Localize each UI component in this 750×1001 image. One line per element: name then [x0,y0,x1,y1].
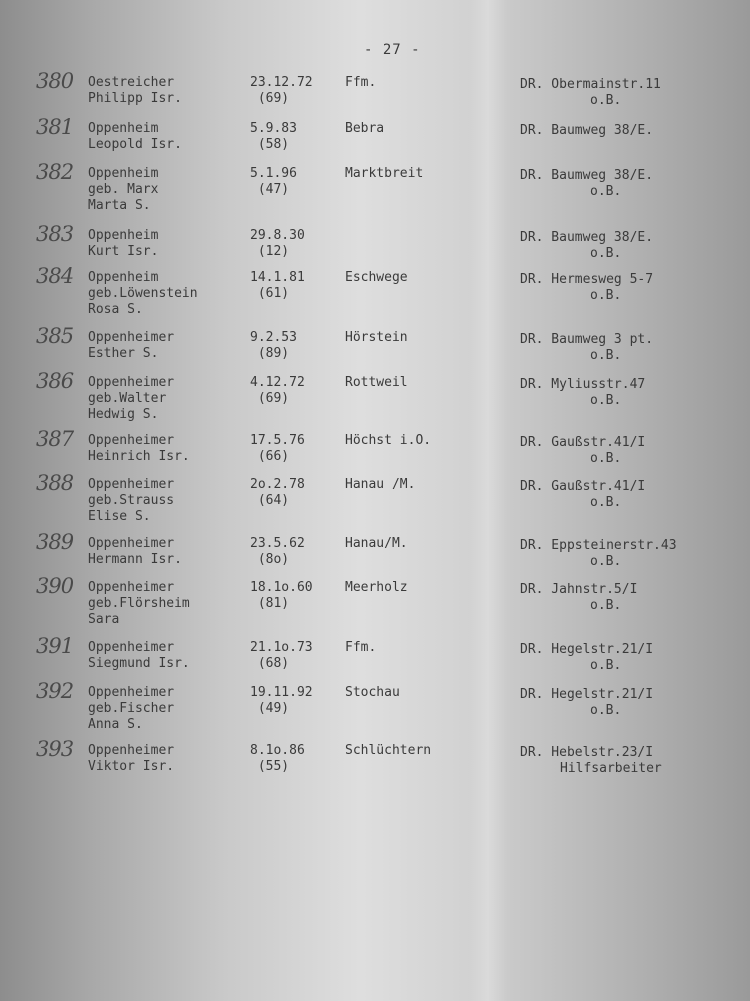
entry-address: DR. Baumweg 38/E. [520,168,654,183]
entry-address: DR. Gaußstr.41/I [520,479,646,494]
list-entry [0,679,750,745]
entry-birthplace: Bebra [345,121,385,136]
entry-address: DR. Obermainstr.11 [520,77,661,92]
entry-name: Oppenheimer geb.Flörsheim Sara [88,580,190,627]
entry-address-block [520,687,720,719]
entry-address: DR. Hermesweg 5-7 [520,272,654,287]
entry-number: 382 [36,160,74,184]
entry-number: 389 [36,530,74,554]
entry-note: o.B. [590,658,622,673]
entry-address-block [520,332,720,364]
entry-name: Oestreicher Philipp Isr. [88,75,182,106]
entry-address: DR. Jahnstr.5/I [520,582,638,597]
entry-address-block [520,77,720,109]
entry-name: Oppenheim Leopold Isr. [88,121,182,152]
entry-birthdate: 19.11.92 (49) [250,685,313,716]
entry-address-block [520,168,720,200]
entry-name: Oppenheim geb. Marx Marta S. [88,166,159,213]
entry-note: Hilfsarbeiter [560,761,662,776]
entry-birthdate: 18.1o.60 (81) [250,580,313,611]
entry-number: 392 [36,679,74,703]
entry-number: 385 [36,324,74,348]
entry-birthplace: Ffm. [345,640,377,655]
entry-birthdate: 14.1.81 (61) [250,270,305,301]
entry-note: o.B. [590,288,622,303]
entry-name: Oppenheimer geb.Strauss Elise S. [88,477,175,524]
entry-note: o.B. [590,184,622,199]
entry-note: o.B. [590,348,622,363]
entry-birthdate: 23.5.62 (8o) [250,536,305,567]
entry-address: DR. Hegelstr.21/I [520,642,654,657]
entry-number: 386 [36,369,74,393]
entry-note: o.B. [590,703,622,718]
entry-note: o.B. [590,598,622,613]
entry-number: 383 [36,222,74,246]
entry-name: Oppenheimer Esther S. [88,330,175,361]
entry-address: DR. Baumweg 38/E. [520,123,654,138]
entry-birthplace: Meerholz [345,580,408,595]
entry-name: Oppenheim geb.Löwenstein Rosa S. [88,270,198,317]
entry-address-block [520,435,720,467]
entry-address-block [520,479,720,511]
entry-note: o.B. [590,246,622,261]
entry-number: 384 [36,264,74,288]
entry-birthdate: 8.1o.86 (55) [250,743,305,774]
entry-note: o.B. [590,451,622,466]
entry-address: DR. Myliusstr.47 [520,377,646,392]
list-entry [0,737,750,803]
entry-note: o.B. [590,393,622,408]
entry-address: DR. Baumweg 38/E. [520,230,654,245]
entry-birthdate: 5.1.96 (47) [250,166,297,197]
entry-birthdate: 2o.2.78 (64) [250,477,305,508]
entry-name: Oppenheimer Heinrich Isr. [88,433,190,464]
entry-number: 387 [36,427,74,451]
entry-address-block [520,745,720,777]
entry-number: 391 [36,634,74,658]
entry-name: Oppenheimer Siegmund Isr. [88,640,190,671]
entry-birthdate: 9.2.53 (89) [250,330,297,361]
entry-birthplace: Hanau/M. [345,536,408,551]
entry-name: Oppenheimer geb.Walter Hedwig S. [88,375,175,422]
entry-birthplace: Marktbreit [345,166,424,181]
entry-address-block [520,642,720,674]
entry-number: 381 [36,115,74,139]
entry-name: Oppenheim Kurt Isr. [88,228,159,259]
list-entry [0,264,750,330]
entry-address: DR. Eppsteinerstr.43 [520,538,677,553]
entry-birthplace: Schlüchtern [345,743,432,758]
entry-address: DR. Baumweg 3 pt. [520,332,654,347]
entry-note: o.B. [590,554,622,569]
entry-birthdate: 17.5.76 (66) [250,433,305,464]
entry-address-block [520,230,720,262]
entry-address-block [520,538,720,570]
entry-name: Oppenheimer geb.Fischer Anna S. [88,685,175,732]
entry-address-block [520,377,720,409]
entry-birthplace: Stochau [345,685,400,700]
list-entry [0,471,750,537]
entry-birthdate: 4.12.72 (69) [250,375,305,406]
entry-address: DR. Hebelstr.23/I [520,745,654,760]
entry-birthplace: Hanau /M. [345,477,416,492]
list-entry [0,160,750,226]
entry-birthdate: 23.12.72 (69) [250,75,313,106]
entry-address: DR. Hegelstr.21/I [520,687,654,702]
entry-note: o.B. [590,93,622,108]
entry-address-block [520,123,720,139]
list-entry [0,369,750,435]
entry-birthplace: Höchst i.O. [345,433,432,448]
entry-birthplace: Hörstein [345,330,408,345]
page-number: - 27 - [364,42,421,58]
list-entry [0,574,750,640]
entry-birthdate: 21.1o.73 (68) [250,640,313,671]
entry-number: 380 [36,69,74,93]
entry-number: 390 [36,574,74,598]
entry-birthplace: Ffm. [345,75,377,90]
entry-address-block [520,272,720,304]
entry-number: 388 [36,471,74,495]
entry-birthplace: Eschwege [345,270,408,285]
entry-birthdate: 29.8.30 (12) [250,228,305,259]
entry-birthplace: Rottweil [345,375,408,390]
entry-address-block [520,582,720,614]
entry-note: o.B. [590,495,622,510]
entry-address: DR. Gaußstr.41/I [520,435,646,450]
entry-birthdate: 5.9.83 (58) [250,121,297,152]
entry-number: 393 [36,737,74,761]
entry-name: Oppenheimer Viktor Isr. [88,743,175,774]
entry-name: Oppenheimer Hermann Isr. [88,536,182,567]
